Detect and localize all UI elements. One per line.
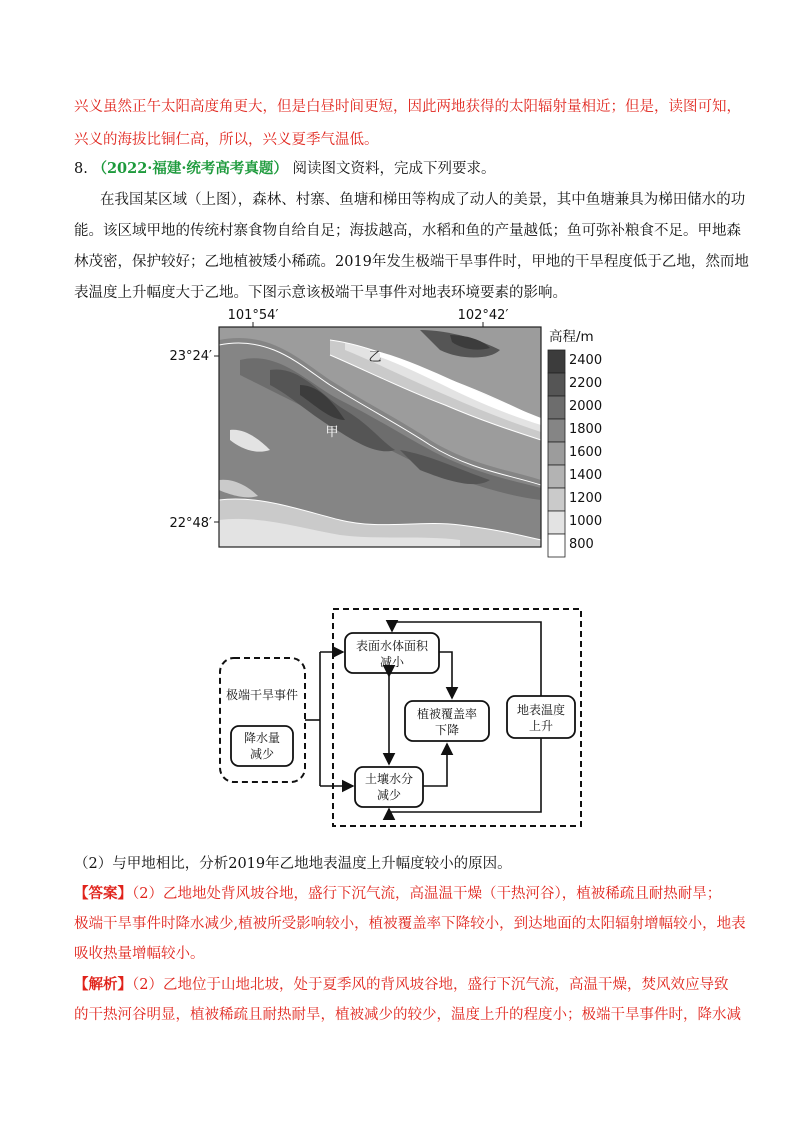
paragraph-line: 表温度上升幅度大于乙地。下图示意该极端干旱事件对地表环境要素的影响。 xyxy=(74,285,567,301)
precip-label: 减少 xyxy=(249,747,275,761)
drought-event-label: 极端干旱事件 xyxy=(225,688,299,702)
legend-value: 1200 xyxy=(569,491,603,506)
vegetation-label: 植被覆盖率 xyxy=(416,707,478,721)
point-label-jia: 甲 xyxy=(325,425,339,440)
vegetation-label: 下降 xyxy=(434,723,460,737)
legend-value: 1400 xyxy=(569,468,603,483)
lat-label: 23°24′ xyxy=(169,349,212,364)
paragraph-line: 林茂密，保护较好；乙地植被矮小稀疏。2019年发生极端干旱事件时，甲地的干旱程度低于乙地，然而地 xyxy=(74,254,749,270)
answer-text: （2）乙地地处背风坡谷地，盛行下沉气流，高温温干燥（干热河谷），植被稀疏且耐热耐旱； xyxy=(132,886,722,902)
lat-label: 22°48′ xyxy=(169,516,212,531)
legend-title: 高程/m xyxy=(549,329,594,345)
sub-question: （2）与甲地相比，分析2019年乙地地表温度上升幅度较小的原因。 xyxy=(74,856,512,872)
precip-label: 降水量 xyxy=(243,731,281,745)
analysis-text: （2）乙地位于山地北坡，处于夏季风的背风坡谷地，盛行下沉气流，高温干燥，焚风效应导致 xyxy=(132,977,729,993)
answer-line: 极端干旱事件时降水减少,植被所受影响较小，植被覆盖率下降较小，到达地面的太阳辐射增幅较小，地表 xyxy=(74,916,746,932)
answer-line xyxy=(74,884,721,904)
legend-value: 800 xyxy=(569,537,594,552)
surface-water-label: 表面水体面积 xyxy=(355,639,429,653)
answer-tag: 【答案】 xyxy=(74,885,132,902)
surface-water-label: 减小 xyxy=(379,655,405,669)
surface-temp-label: 上升 xyxy=(528,719,554,733)
question-intro: 阅读图文资料，完成下列要求。 xyxy=(292,161,496,177)
legend-value: 1000 xyxy=(569,514,603,529)
legend-value: 2200 xyxy=(569,376,603,391)
surface-temp-label: 地表温度 xyxy=(516,703,566,717)
text-line: 兴义虽然正午太阳高度角更大，但是白昼时间更短，因此两地获得的太阳辐射量相近；但是，读图可知， xyxy=(74,99,741,115)
legend-value: 2400 xyxy=(569,353,603,368)
analysis-tag: 【解析】 xyxy=(74,976,132,993)
point-label-yi: 乙 xyxy=(368,350,382,365)
answer-line: 吸收热量增幅较小。 xyxy=(74,946,205,962)
analysis-line xyxy=(74,975,728,995)
question-source: （2022·福建·统考高考真题） xyxy=(92,160,288,177)
soil-water-label: 减少 xyxy=(376,788,402,802)
question-number: 8. xyxy=(74,161,88,177)
paragraph-line: 在我国某区域（上图），森林、村寨、鱼塘和梯田等构成了动人的美景，其中鱼塘兼具为梯田储水的功 xyxy=(100,192,746,208)
lon-label: 102°42′ xyxy=(457,308,509,323)
soil-water-label: 土壤水分 xyxy=(364,772,414,786)
paragraph-line: 能。该区域甲地的传统村寨食物自给自足；海拔越高，水稻和鱼的产量越低；鱼可弥补粮食不足。甲地森 xyxy=(74,223,741,239)
analysis-line: 的干热河谷明显，植被稀疏且耐热耐旱，植被减少的较少，温度上升的程度小；极端干旱事件时，降水减 xyxy=(74,1007,741,1023)
legend-value: 1800 xyxy=(569,422,603,437)
legend-value: 2000 xyxy=(569,399,603,414)
lon-label: 101°54′ xyxy=(227,308,279,323)
text-line: 兴义的海拔比铜仁高，所以，兴义夏季气温低。 xyxy=(74,132,379,148)
legend-value: 1600 xyxy=(569,445,603,460)
